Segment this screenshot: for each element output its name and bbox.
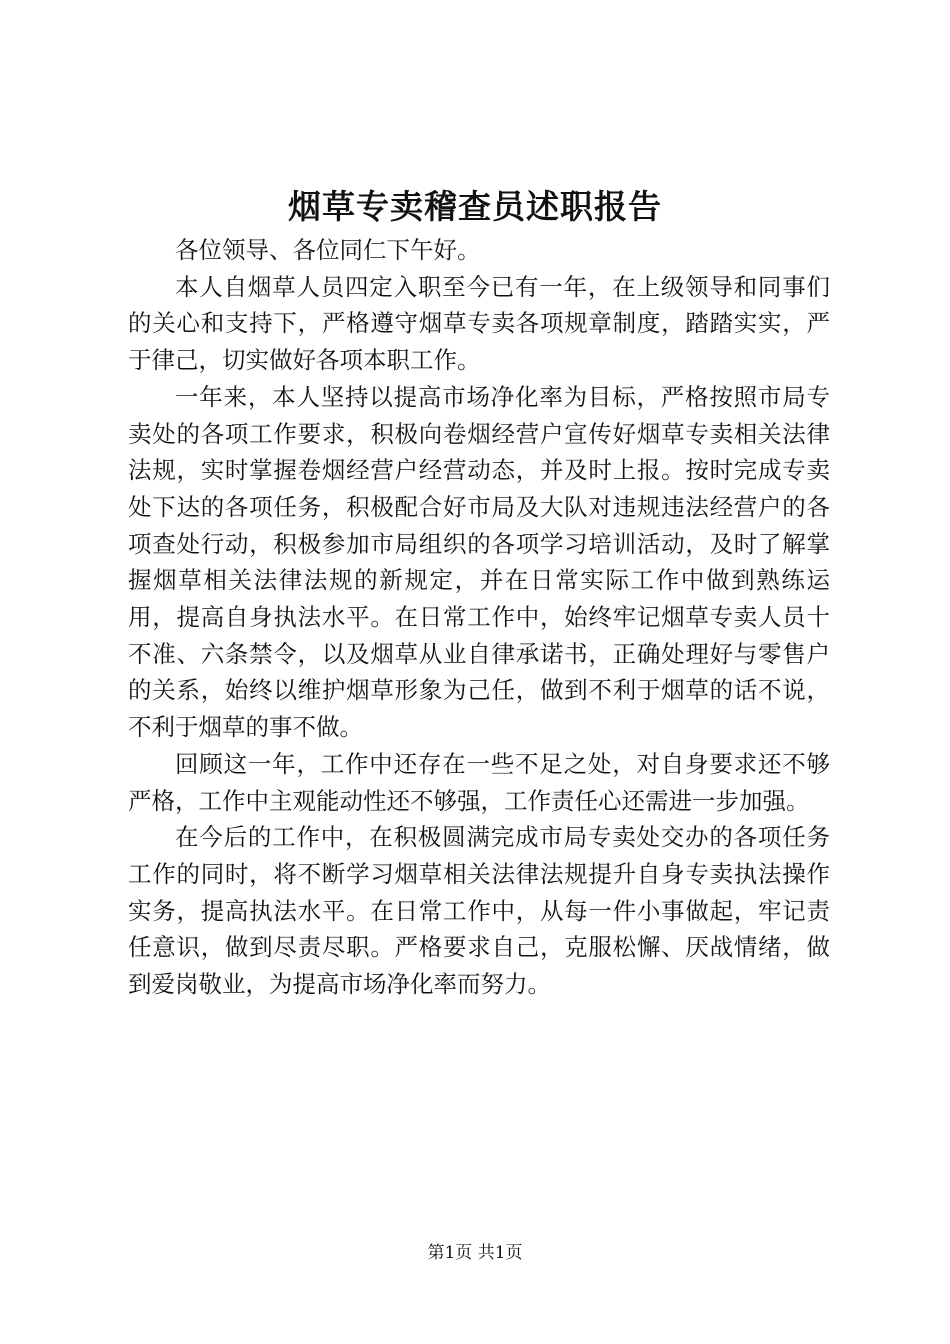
- paragraph-future-plans: 在今后的工作中，在积极圆满完成市局专卖处交办的各项任务工作的同时，将不断学习烟草相关法律法规提升自身专卖执法操作实务，提高执法水平。在日常工作中，从每一件小事做起，牢记责任意识，做到尽责尽职。严格要求自己，克服松懈、厌战情绪，做到爱岗敬业，为提高市场净化率而努力。: [128, 823, 830, 999]
- page-number-footer: 第1页 共1页: [427, 1243, 523, 1263]
- document-title: 烟草专卖稽查员述职报告: [288, 187, 662, 226]
- paragraph-work-summary: 一年来，本人坚持以提高市场净化率为目标，严格按照市局专卖处的各项工作要求，积极向卷烟经营户宣传好烟草专卖相关法律法规，实时掌握卷烟经营户经营动态，并及时上报。按时完成专卖处下达的各项任务，积极配合好市局及大队对违规违法经营户的各项查处行动，积极参加市局组织的各项学习培训活动，及时了解掌握烟草相关法律法规的新规定，并在日常实际工作中做到熟练运用，提高自身执法水平。在日常工作中，始终牢记烟草专卖人员十不准、六条禁令，以及烟草从业自律承诺书，正确处理好与零售户的关系，始终以维护烟草形象为己任，做到不利于烟草的话不说，不利于烟草的事不做。: [128, 382, 830, 742]
- paragraph-greeting: 各位领导、各位同仁下午好。: [175, 236, 481, 264]
- paragraph-shortcomings: 回顾这一年，工作中还存在一些不足之处，对自身要求还不够严格，工作中主观能动性还不够强，工作责任心还需进一步加强。: [128, 749, 830, 815]
- document-body: [128, 232, 830, 1003]
- paragraph-introduction: 本人自烟草人员四定入职至今已有一年，在上级领导和同事们的关心和支持下，严格遵守烟草专卖各项规章制度，踏踏实实，严于律己，切实做好各项本职工作。: [128, 272, 830, 375]
